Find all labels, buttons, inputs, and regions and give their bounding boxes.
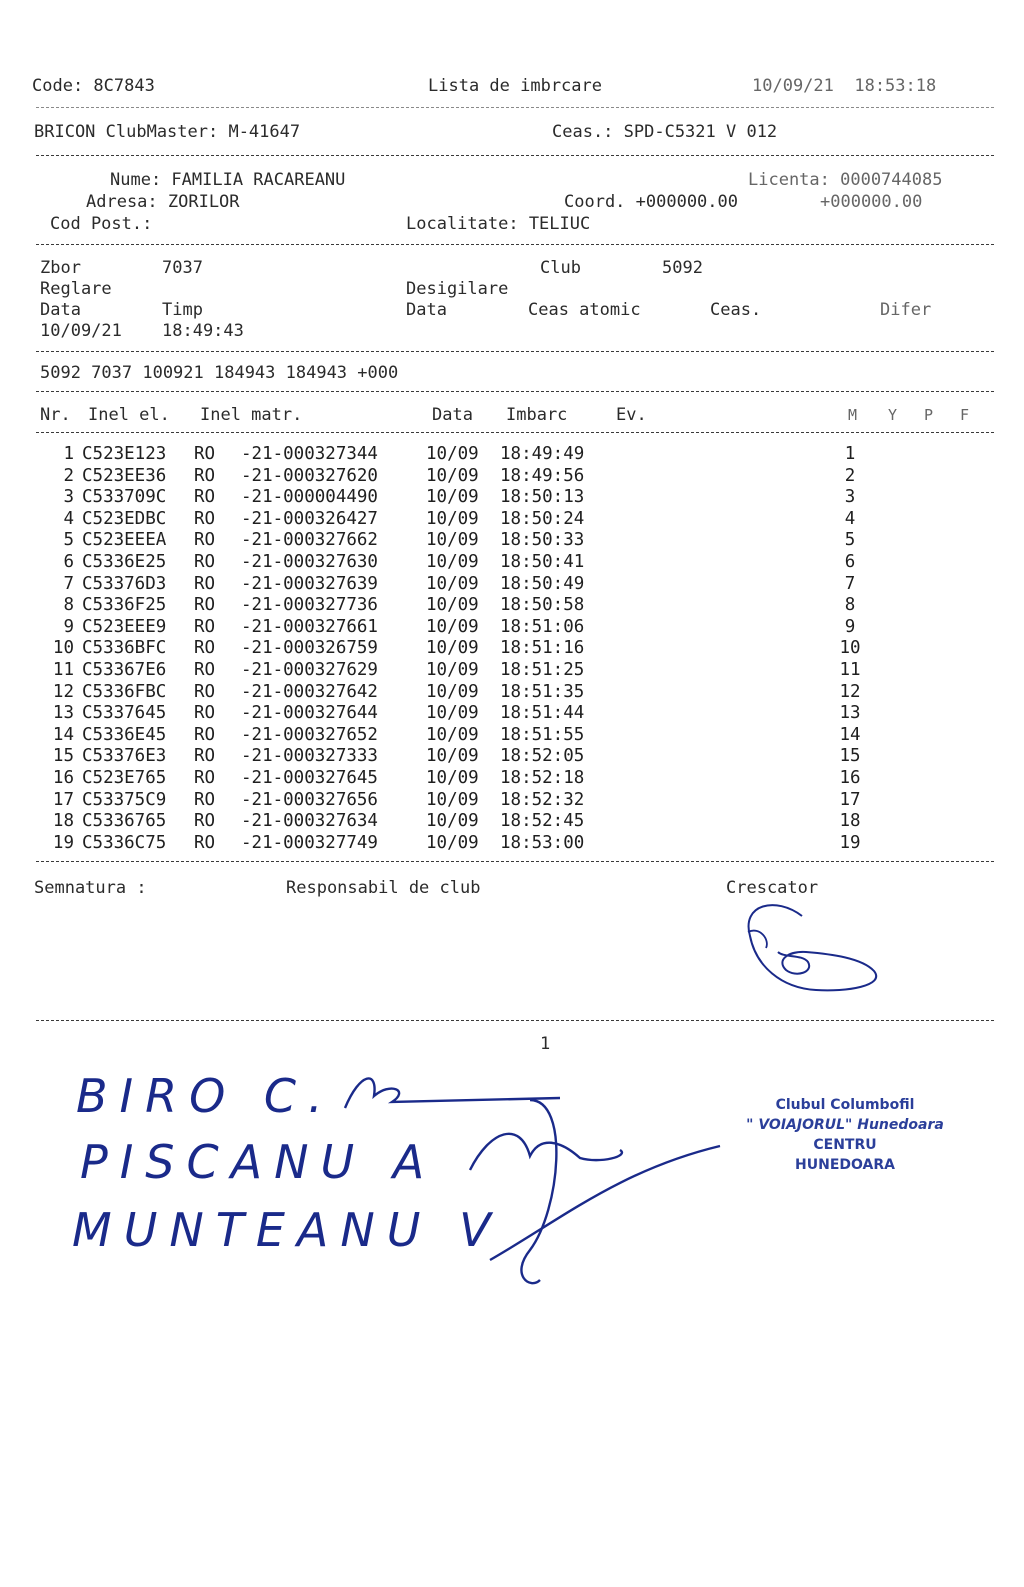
table-row [44, 833, 870, 855]
col-f: F [960, 406, 970, 424]
boarding-time: 18:51:35 [500, 681, 585, 702]
m-count: 13 [839, 703, 861, 724]
ring-registration: -21-000327639 [241, 573, 378, 594]
table-row [44, 811, 870, 833]
setting-label: Reglare [40, 279, 112, 299]
m-count: 9 [844, 616, 856, 637]
ring-registration: -21-000327662 [241, 530, 378, 551]
boarding-time: 18:49:49 [500, 444, 585, 464]
boarding-date: 10/09 [426, 508, 479, 529]
boarding-time: 18:52:05 [500, 746, 585, 767]
boarding-time: 18:51:16 [500, 638, 585, 659]
boarding-date: 10/09 [426, 530, 479, 551]
print-datetime: 10/09/21 18:53:18 [752, 76, 937, 96]
boarding-date: 10/09 [426, 444, 479, 464]
m-count: 7 [844, 573, 856, 594]
ring-electronic: C53376E3 [82, 746, 167, 767]
code-label: Code: 8C7843 [32, 76, 155, 96]
boarding-time: 18:53:00 [500, 832, 585, 853]
ring-electronic: C533709C [82, 487, 167, 508]
divider [36, 391, 994, 392]
ring-registration: -21-000327634 [241, 811, 378, 832]
m-count: 11 [839, 659, 861, 680]
ring-country: RO [194, 703, 216, 724]
ring-registration: -21-000327736 [241, 595, 378, 616]
m-count: 6 [844, 551, 856, 572]
ring-electronic: C53376D3 [82, 573, 167, 594]
boarding-time: 18:51:55 [500, 724, 585, 745]
ring-registration: -21-000327630 [241, 551, 378, 572]
boarding-time: 18:52:32 [500, 789, 585, 810]
boarding-date: 10/09 [426, 724, 479, 745]
ring-electronic: C5336765 [82, 811, 167, 832]
ring-registration: -21-000326427 [241, 508, 378, 529]
row-number: 2 [63, 465, 74, 486]
boarding-time: 18:50:24 [500, 508, 585, 529]
ring-country: RO [194, 659, 216, 680]
boarding-date: 10/09 [426, 811, 479, 832]
owner-address: Adresa: ZORILOR [86, 192, 240, 212]
ring-country: RO [194, 551, 216, 572]
boarding-date: 10/09 [426, 767, 479, 788]
difference-label: Difer [880, 300, 932, 320]
boarding-date: 10/09 [426, 573, 479, 594]
club-responsible-label: Responsabil de club [286, 878, 481, 898]
m-count: 1 [844, 444, 856, 464]
stamp-line-4: HUNEDOARA [795, 1157, 895, 1173]
license-number: Licenta: 0000744085 [748, 170, 943, 190]
m-count: 4 [844, 508, 856, 529]
ring-electronic: C53375C9 [82, 789, 167, 810]
stamp-line-1: Clubul Columbofil [775, 1097, 915, 1113]
ring-country: RO [194, 487, 216, 508]
ring-country: RO [194, 789, 216, 810]
table-row [44, 746, 870, 768]
coordinate-2: +000000.00 [820, 192, 923, 212]
flight-label: Zbor [40, 258, 81, 278]
postal-code: Cod Post.: [50, 214, 153, 234]
boarding-date: 10/09 [426, 638, 479, 659]
divider [36, 861, 994, 862]
ring-electronic: C53367E6 [82, 659, 167, 680]
table-row [44, 509, 870, 531]
boarding-date: 10/09 [426, 487, 479, 508]
row-number: 10 [52, 638, 74, 659]
row-number: 17 [52, 789, 74, 810]
row-number: 14 [52, 724, 74, 745]
ring-electronic: C5336C75 [82, 832, 167, 853]
ring-country: RO [194, 746, 216, 767]
ring-electronic: C5336E25 [82, 551, 167, 572]
date-label: Data [40, 300, 81, 320]
row-number: 16 [52, 767, 74, 788]
boarding-time: 18:50:58 [500, 595, 585, 616]
boarding-time: 18:51:44 [500, 703, 585, 724]
boarding-date: 10/09 [426, 616, 479, 637]
table-row [44, 444, 870, 466]
club-label: Club [540, 258, 581, 278]
col-boarding: Imbarc [506, 405, 568, 425]
ring-electronic: C5336E45 [82, 724, 167, 745]
row-number: 15 [52, 746, 74, 767]
ring-electronic: C523EDBC [82, 508, 167, 529]
boarding-time: 18:50:41 [500, 551, 585, 572]
breeder-label: Crescator [726, 878, 819, 898]
owner-name: Nume: FAMILIA RACAREANU [110, 170, 346, 190]
boarding-time: 18:52:18 [500, 767, 585, 788]
m-count: 12 [839, 681, 861, 702]
col-ring-electronic: Inel el. [88, 405, 170, 425]
boarding-time: 18:50:49 [500, 573, 585, 594]
boarding-time: 18:52:45 [500, 811, 585, 832]
ring-registration: -21-000327661 [241, 616, 378, 637]
table-row [44, 768, 870, 790]
table-row [44, 595, 870, 617]
m-count: 14 [839, 724, 861, 745]
table-row [44, 660, 870, 682]
m-count: 17 [839, 789, 861, 810]
ring-electronic: C5336BFC [82, 638, 167, 659]
boarding-time: 18:49:56 [500, 465, 585, 486]
ring-country: RO [194, 444, 216, 464]
ring-electronic: C5337645 [82, 703, 167, 724]
boarding-date: 10/09 [426, 465, 479, 486]
ring-country: RO [194, 465, 216, 486]
boarding-date: 10/09 [426, 703, 479, 724]
table-row [44, 682, 870, 704]
unseal-date-label: Data [406, 300, 447, 320]
row-number: 8 [63, 595, 74, 616]
ring-electronic: C523EE36 [82, 465, 167, 486]
ring-registration: -21-000327629 [241, 659, 378, 680]
table-row [44, 552, 870, 574]
boarding-date: 10/09 [426, 551, 479, 572]
row-number: 1 [63, 444, 74, 464]
club-number: 5092 [662, 258, 703, 278]
boarding-time: 18:50:33 [500, 530, 585, 551]
ring-country: RO [194, 811, 216, 832]
setting-date: 10/09/21 [40, 321, 122, 341]
club-stamp [730, 1095, 960, 1175]
setting-time: 18:49:43 [162, 321, 244, 341]
ring-country: RO [194, 573, 216, 594]
m-count: 10 [839, 638, 861, 659]
table-row [44, 725, 870, 747]
row-number: 3 [63, 487, 74, 508]
col-ring-registration: Inel matr. [200, 405, 303, 425]
boarding-table [44, 444, 870, 854]
divider [36, 432, 994, 433]
col-y: Y [888, 406, 898, 424]
m-count: 16 [839, 767, 861, 788]
col-p: P [924, 406, 934, 424]
ring-country: RO [194, 530, 216, 551]
divider [36, 351, 994, 352]
row-number: 5 [63, 530, 74, 551]
handwritten-name-1: BIRO C. [76, 1069, 335, 1123]
col-nr: Nr. [40, 405, 71, 425]
ring-registration: -21-000327620 [241, 465, 378, 486]
boarding-date: 10/09 [426, 595, 479, 616]
ring-registration: -21-000327642 [241, 681, 378, 702]
row-number: 13 [52, 703, 74, 724]
ring-registration: -21-000327749 [241, 832, 378, 853]
m-count: 2 [844, 465, 856, 486]
ring-electronic: C5336F25 [82, 595, 167, 616]
ring-registration: -21-000327652 [241, 724, 378, 745]
summary-line: 5092 7037 100921 184943 184943 +000 [40, 363, 399, 383]
ring-registration: -21-000327644 [241, 703, 378, 724]
time-label: Timp [162, 300, 203, 320]
boarding-date: 10/09 [426, 832, 479, 853]
col-date: Data [432, 405, 473, 425]
row-number: 9 [63, 616, 74, 637]
row-number: 4 [63, 508, 74, 529]
boarding-date: 10/09 [426, 746, 479, 767]
m-count: 18 [839, 811, 861, 832]
flight-number: 7037 [162, 258, 203, 278]
row-number: 18 [52, 811, 74, 832]
boarding-time: 18:51:25 [500, 659, 585, 680]
ring-registration: -21-000327645 [241, 767, 378, 788]
row-number: 7 [63, 573, 74, 594]
ring-country: RO [194, 508, 216, 529]
handwritten-names [60, 1060, 740, 1290]
ring-electronic: C523E123 [82, 444, 167, 464]
row-number: 12 [52, 681, 74, 702]
stamp-line-2: " VOIAJORUL" Hunedoara [746, 1117, 944, 1133]
atomic-clock-label: Ceas atomic [528, 300, 641, 320]
m-count: 3 [844, 487, 856, 508]
device-label: BRICON ClubMaster: M-41647 [34, 122, 301, 142]
col-event: Ev. [616, 405, 647, 425]
divider [36, 244, 994, 245]
ring-electronic: C523EEE9 [82, 616, 167, 637]
boarding-date: 10/09 [426, 681, 479, 702]
ring-registration: -21-000327344 [241, 444, 378, 464]
divider [36, 1020, 994, 1021]
table-row [44, 703, 870, 725]
ring-electronic: C5336FBC [82, 681, 167, 702]
breeder-signature [736, 896, 886, 1008]
boarding-time: 18:51:06 [500, 616, 585, 637]
m-count: 15 [839, 746, 861, 767]
ring-country: RO [194, 724, 216, 745]
row-number: 19 [52, 832, 74, 853]
ring-country: RO [194, 616, 216, 637]
table-row [44, 530, 870, 552]
table-row [44, 574, 870, 596]
signature-label: Semnatura : [34, 878, 147, 898]
stamp-line-3: CENTRU [813, 1137, 877, 1153]
ring-registration: -21-000004490 [241, 487, 378, 508]
ring-electronic: C523EEEA [82, 530, 167, 551]
unsealing-label: Desigilare [406, 279, 509, 299]
row-number: 11 [52, 659, 74, 680]
locality: Localitate: TELIUC [406, 214, 591, 234]
table-row [44, 617, 870, 639]
ring-country: RO [194, 832, 216, 853]
ring-country: RO [194, 767, 216, 788]
table-row [44, 466, 870, 488]
ring-country: RO [194, 595, 216, 616]
table-row [44, 790, 870, 812]
ring-country: RO [194, 638, 216, 659]
boarding-date: 10/09 [426, 789, 479, 810]
clock-label: Ceas.: SPD-C5321 V 012 [552, 122, 778, 142]
divider [36, 155, 994, 156]
ring-registration: -21-000327656 [241, 789, 378, 810]
boarding-time: 18:50:13 [500, 487, 585, 508]
m-count: 8 [844, 595, 856, 616]
handwritten-name-3: MUNTEANU V [72, 1203, 503, 1257]
ring-country: RO [194, 681, 216, 702]
m-count: 19 [839, 832, 861, 853]
table-row [44, 487, 870, 509]
divider [36, 107, 994, 108]
coordinate-1: Coord. +000000.00 [564, 192, 738, 212]
ring-electronic: C523E765 [82, 767, 167, 788]
row-number: 6 [63, 551, 74, 572]
boarding-date: 10/09 [426, 659, 479, 680]
document-title: Lista de imbrcare [428, 76, 602, 96]
col-m: M [848, 406, 858, 424]
ring-registration: -21-000326759 [241, 638, 378, 659]
table-row [44, 638, 870, 660]
page-number: 1 [540, 1034, 551, 1054]
m-count: 5 [844, 530, 856, 551]
handwritten-name-2: PISCANU A [80, 1135, 437, 1189]
clock-column-label: Ceas. [710, 300, 762, 320]
ring-registration: -21-000327333 [241, 746, 378, 767]
